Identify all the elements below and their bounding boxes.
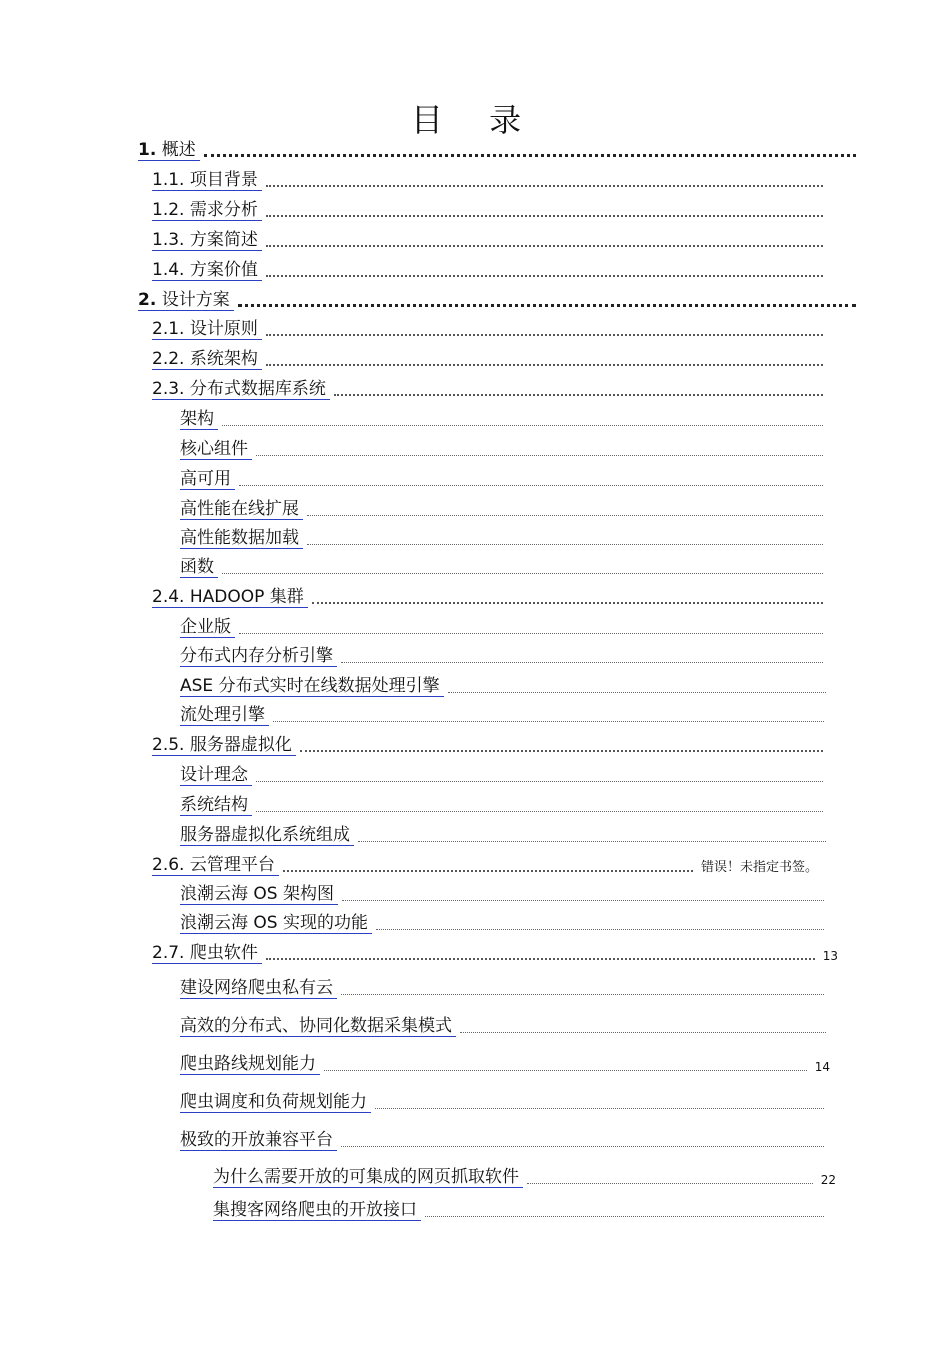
toc-entry-link[interactable] (213, 1167, 523, 1188)
dot-leader (527, 1182, 813, 1184)
toc-entry-link[interactable] (152, 943, 262, 964)
toc-entry-label: 设计原则 (189, 319, 258, 339)
dot-leader (358, 840, 826, 842)
dot-leader (312, 601, 823, 604)
toc-entry-number: 1.2. (152, 200, 185, 220)
toc-entry-link[interactable] (180, 646, 337, 667)
dot-leader (266, 333, 823, 336)
toc-entry-label: 极致的开放兼容平台 (180, 1130, 333, 1150)
toc-entry[interactable] (180, 498, 825, 520)
toc-entry-link[interactable] (180, 1130, 337, 1151)
toc-entry-number: 2.5. (152, 735, 185, 755)
toc-entry-number: 1.1. (152, 170, 185, 190)
dot-leader (266, 214, 823, 217)
toc-entry-link[interactable] (180, 469, 235, 490)
dot-leader (283, 869, 693, 872)
dot-leader (222, 572, 823, 574)
toc-entry[interactable] (180, 1091, 826, 1113)
toc-entry[interactable] (180, 1129, 826, 1151)
dot-leader (375, 1107, 824, 1109)
toc-entry[interactable] (213, 1199, 826, 1221)
toc-entry-number: 2.7. (152, 943, 185, 963)
dot-leader (460, 1031, 826, 1033)
toc-entry-number: 1.4. (152, 260, 185, 280)
toc-entry[interactable] (180, 1053, 830, 1075)
toc-entry-number: 1.3. (152, 230, 185, 250)
toc-entry-label: 方案简述 (189, 230, 258, 250)
dot-leader (266, 363, 823, 366)
dot-leader (342, 899, 824, 901)
toc-title: 目 录 (410, 101, 540, 139)
toc-entry-link[interactable] (180, 705, 269, 726)
toc-entry-number: 2.1. (152, 319, 185, 339)
toc-entry-label: 服务器虚拟化 (189, 735, 292, 755)
toc-entry-link[interactable] (152, 379, 330, 400)
toc-entry-label: 架构 (180, 409, 214, 429)
toc-entry-link[interactable] (152, 170, 262, 191)
toc-entry-label: 高性能数据加载 (180, 528, 299, 548)
toc-entry[interactable] (152, 259, 825, 281)
dot-leader (266, 957, 815, 960)
dot-leader (239, 484, 823, 486)
toc-entry-link[interactable] (180, 528, 303, 549)
dot-leader (273, 720, 824, 722)
dot-leader (204, 153, 856, 157)
toc-page-number: 14 (814, 1060, 830, 1074)
toc-entry[interactable] (180, 556, 825, 578)
dot-leader (266, 244, 823, 247)
toc-entry-link[interactable] (152, 200, 262, 221)
toc-entry-link[interactable] (180, 884, 338, 905)
toc-entry-link[interactable] (152, 587, 308, 608)
toc-entry-label: 爬虫调度和负荷规划能力 (180, 1092, 367, 1112)
toc-entry-label: 系统架构 (189, 349, 258, 369)
toc-entry-label: 函数 (180, 557, 214, 577)
dot-leader (307, 514, 823, 516)
toc-entry-label: 为什么需要开放的可集成的网页抓取软件 (213, 1167, 519, 1187)
dot-leader (256, 454, 823, 456)
toc-entry-label: 概述 (161, 140, 196, 160)
dot-leader (307, 543, 823, 545)
toc-entry-label: 核心组件 (180, 439, 248, 459)
toc-entry[interactable] (180, 764, 825, 786)
dot-leader (425, 1215, 824, 1217)
toc-entry[interactable] (180, 408, 825, 430)
toc-entry-label: 流处理引擎 (180, 705, 265, 725)
toc-entry-link[interactable] (180, 557, 218, 578)
dot-leader (300, 749, 823, 752)
toc-entry-label: ASE 分布式实时在线数据处理引擎 (180, 676, 440, 696)
toc-entry[interactable] (180, 527, 825, 549)
dot-leader (376, 928, 824, 930)
toc-entry-link[interactable] (180, 978, 337, 999)
dot-leader (341, 661, 823, 663)
toc-entry-number: 2. (138, 290, 157, 310)
toc-entry-link[interactable] (180, 439, 252, 460)
toc-entry-label: 高可用 (180, 469, 231, 489)
toc-entry[interactable] (152, 199, 825, 221)
toc-entry-link[interactable] (152, 855, 279, 876)
toc-entry-label: 分布式数据库系统 (189, 379, 326, 399)
toc-entry[interactable] (180, 1015, 828, 1037)
toc-entry-link[interactable] (180, 765, 252, 786)
toc-entry-link[interactable] (180, 913, 372, 934)
dot-leader (324, 1069, 807, 1071)
toc-entry[interactable] (138, 139, 858, 161)
toc-entry-label: 设计方案 (161, 290, 230, 310)
toc-entry-link[interactable] (180, 676, 444, 697)
toc-entry-label: 企业版 (180, 617, 231, 637)
toc-entry[interactable] (138, 289, 858, 311)
dot-leader (334, 393, 823, 396)
toc-page-number: 13 (822, 949, 838, 963)
toc-entry-number: 2.4. (152, 587, 185, 607)
toc-entry-link[interactable] (152, 319, 262, 340)
toc-entry[interactable] (213, 1166, 836, 1188)
toc-entry[interactable] (152, 169, 825, 191)
toc-entry-label: HADOOP 集群 (189, 587, 304, 607)
toc-entry-label: 方案价值 (189, 260, 258, 280)
toc-entry-label: 爬虫软件 (189, 943, 258, 963)
toc-entry-label: 浪潮云海 OS 架构图 (180, 884, 334, 904)
toc-entry-label: 系统结构 (180, 795, 248, 815)
toc-entry-link[interactable] (180, 409, 218, 430)
toc-entry-link[interactable] (180, 1016, 456, 1037)
dot-leader (222, 424, 823, 426)
toc-entry[interactable] (152, 586, 825, 608)
toc-entry-label: 浪潮云海 OS 实现的功能 (180, 913, 368, 933)
toc-entry-label: 集搜客网络爬虫的开放接口 (213, 1200, 417, 1220)
toc-entry-link[interactable] (180, 825, 354, 846)
dot-leader (239, 632, 823, 634)
toc-entry-label: 服务器虚拟化系统组成 (180, 825, 350, 845)
toc-entry-number: 2.2. (152, 349, 185, 369)
toc-entry-label: 设计理念 (180, 765, 248, 785)
dot-leader (266, 184, 823, 187)
toc-entry[interactable] (152, 942, 838, 964)
toc-entry-label: 建设网络爬虫私有云 (180, 978, 333, 998)
toc-entry-link[interactable] (180, 499, 303, 520)
toc-entry-link[interactable] (152, 349, 262, 370)
toc-entry[interactable] (180, 824, 828, 846)
toc-entry-label: 云管理平台 (189, 855, 275, 875)
toc-page-number: 错误！未指定书签。 (700, 860, 818, 875)
dot-leader (256, 780, 823, 782)
toc-entry-link[interactable] (138, 140, 200, 161)
toc-entry[interactable] (180, 675, 828, 697)
toc-entry[interactable] (152, 854, 818, 876)
toc-entry[interactable] (180, 977, 826, 999)
toc-entry-link[interactable] (180, 1054, 320, 1075)
toc-page-number: 22 (820, 1173, 836, 1187)
dot-leader (238, 303, 856, 307)
dot-leader (448, 691, 826, 693)
toc-entry[interactable] (152, 348, 825, 370)
toc-entry[interactable] (180, 616, 825, 638)
toc-entry[interactable] (180, 883, 826, 905)
toc-entry[interactable] (180, 912, 826, 934)
toc-entry[interactable] (152, 734, 825, 756)
toc-entry-link[interactable] (213, 1200, 421, 1221)
toc-entry-link[interactable] (180, 1092, 371, 1113)
toc-entry-link[interactable] (152, 260, 262, 281)
dot-leader (256, 810, 823, 812)
toc-entry-label: 高性能在线扩展 (180, 499, 299, 519)
toc-entry-link[interactable] (138, 290, 234, 311)
dot-leader (341, 1145, 824, 1147)
toc-entry-label: 分布式内存分析引擎 (180, 646, 333, 666)
toc-entry[interactable] (152, 318, 825, 340)
toc-entry[interactable] (180, 438, 825, 460)
toc-entry[interactable] (180, 794, 825, 816)
toc-entry-link[interactable] (152, 735, 296, 756)
toc-entry-number: 2.6. (152, 855, 185, 875)
toc-entry-label: 高效的分布式、协同化数据采集模式 (180, 1016, 452, 1036)
dot-leader (266, 274, 823, 277)
toc-entry[interactable] (180, 645, 825, 667)
toc-entry-link[interactable] (180, 617, 235, 638)
toc-entry-label: 爬虫路线规划能力 (180, 1054, 316, 1074)
toc-entry-link[interactable] (180, 795, 252, 816)
toc-entry-label: 项目背景 (189, 170, 258, 190)
toc-entry[interactable] (152, 229, 825, 251)
toc-entry-number: 2.3. (152, 379, 185, 399)
toc-entry[interactable] (180, 468, 825, 490)
dot-leader (341, 993, 824, 995)
toc-entry-label: 需求分析 (189, 200, 258, 220)
toc-entry-number: 1. (138, 140, 157, 160)
toc-entry[interactable] (180, 704, 826, 726)
toc-entry-link[interactable] (152, 230, 262, 251)
toc-entry[interactable] (152, 378, 825, 400)
